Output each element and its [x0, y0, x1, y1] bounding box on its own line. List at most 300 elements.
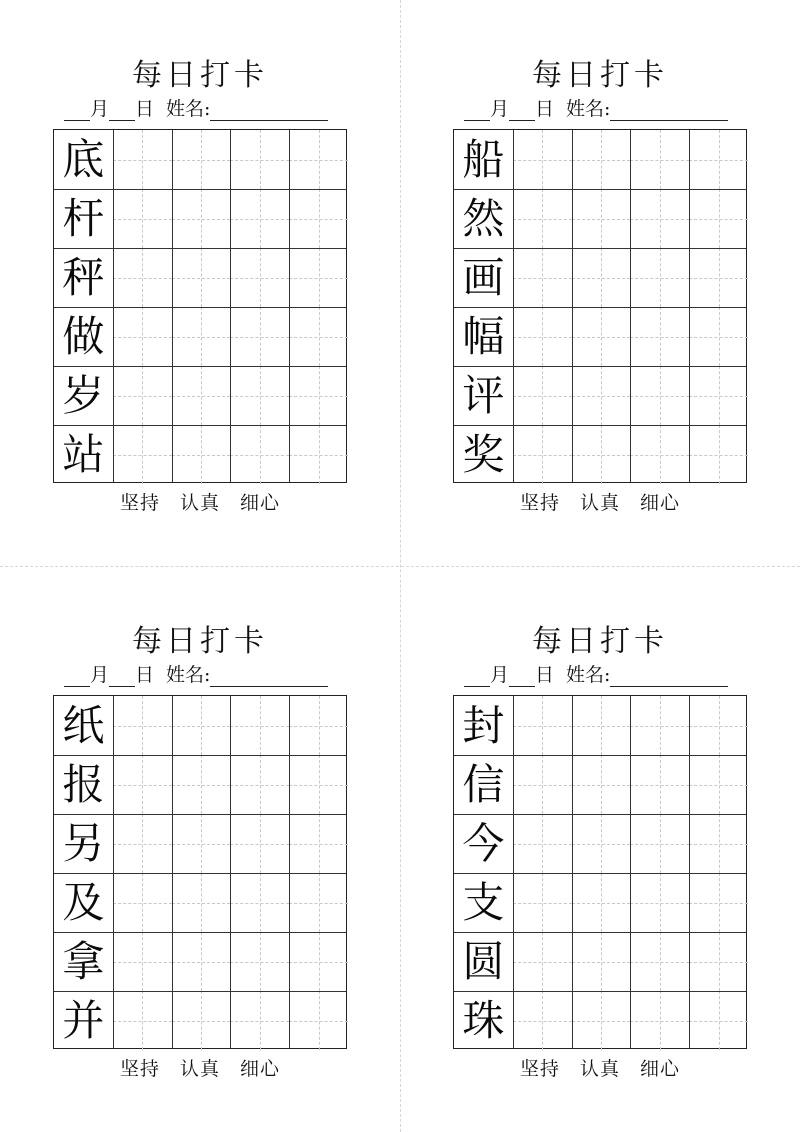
- practice-cell[interactable]: [689, 189, 748, 248]
- cell-guide-horizontal: [630, 785, 689, 786]
- practice-cell[interactable]: [513, 814, 572, 873]
- name-blank[interactable]: [610, 666, 728, 687]
- model-character-cell: [454, 130, 513, 189]
- practice-cell[interactable]: [289, 873, 348, 932]
- practice-cell[interactable]: [689, 425, 748, 484]
- model-character: 圆: [462, 937, 505, 986]
- practice-cell[interactable]: [630, 873, 689, 932]
- day-label: 日: [135, 98, 155, 120]
- grid-column-line: [689, 696, 690, 1048]
- practice-cell[interactable]: [689, 873, 748, 932]
- practice-cell[interactable]: [289, 307, 348, 366]
- practice-cell[interactable]: [572, 755, 631, 814]
- cell-guide-horizontal: [572, 278, 631, 279]
- practice-cell[interactable]: [572, 130, 631, 189]
- practice-cell[interactable]: [572, 248, 631, 307]
- cell-guide-horizontal: [289, 1021, 348, 1022]
- cell-guide-horizontal: [630, 396, 689, 397]
- model-character-cell: [54, 991, 113, 1050]
- practice-cell[interactable]: [172, 873, 231, 932]
- card-title: 每日打卡: [132, 624, 268, 659]
- model-character: 幅: [462, 312, 505, 361]
- practice-cell[interactable]: [113, 932, 172, 991]
- model-character-cell: [454, 366, 513, 425]
- cell-guide-horizontal: [230, 962, 289, 963]
- practice-cell[interactable]: [289, 696, 348, 755]
- grid-row: [454, 425, 746, 484]
- model-character: 纸: [62, 701, 105, 750]
- cell-guide-horizontal: [172, 1021, 231, 1022]
- model-character: 封: [462, 701, 505, 750]
- practice-cell[interactable]: [172, 366, 231, 425]
- practice-cell[interactable]: [689, 366, 748, 425]
- practice-cell[interactable]: [230, 814, 289, 873]
- grid-column-line: [230, 130, 231, 482]
- practice-cell[interactable]: [513, 696, 572, 755]
- practice-cell[interactable]: [689, 755, 748, 814]
- cell-guide-horizontal: [289, 903, 348, 904]
- day-label: 日: [535, 664, 555, 686]
- model-character: 并: [62, 996, 105, 1045]
- cell-guide-horizontal: [572, 455, 631, 456]
- practice-cell[interactable]: [230, 755, 289, 814]
- cell-guide-horizontal: [513, 785, 572, 786]
- grid-row: [54, 248, 346, 307]
- model-character-cell: [454, 189, 513, 248]
- practice-cell[interactable]: [513, 366, 572, 425]
- cell-guide-horizontal: [513, 726, 572, 727]
- model-character: 画: [462, 253, 505, 302]
- name-label: 姓名:: [566, 664, 611, 686]
- cell-guide-horizontal: [572, 726, 631, 727]
- cell-guide-horizontal: [172, 219, 231, 220]
- cell-guide-horizontal: [513, 1021, 572, 1022]
- practice-cell[interactable]: [113, 189, 172, 248]
- date-name-line: [464, 97, 754, 121]
- cell-guide-horizontal: [689, 396, 748, 397]
- cell-guide-horizontal: [113, 1021, 172, 1022]
- practice-cell[interactable]: [230, 425, 289, 484]
- practice-card: [0, 0, 400, 566]
- cell-guide-horizontal: [289, 785, 348, 786]
- cell-guide-horizontal: [289, 844, 348, 845]
- cell-guide-horizontal: [113, 337, 172, 338]
- name-blank[interactable]: [210, 100, 328, 121]
- practice-cell[interactable]: [172, 932, 231, 991]
- practice-cell[interactable]: [289, 189, 348, 248]
- motto-line: [400, 490, 800, 516]
- cell-guide-horizontal: [689, 219, 748, 220]
- model-character-cell: [54, 189, 113, 248]
- cell-guide-horizontal: [172, 455, 231, 456]
- practice-cell[interactable]: [230, 248, 289, 307]
- motto-word: 认真: [579, 492, 620, 514]
- cell-guide-horizontal: [630, 219, 689, 220]
- model-character-cell: [54, 307, 113, 366]
- cell-guide-horizontal: [172, 962, 231, 963]
- name-blank[interactable]: [210, 666, 328, 687]
- model-character: 做: [62, 312, 105, 361]
- grid-row: [54, 366, 346, 425]
- practice-cell[interactable]: [230, 366, 289, 425]
- cell-guide-horizontal: [113, 455, 172, 456]
- name-blank[interactable]: [610, 100, 728, 121]
- cell-guide-horizontal: [572, 903, 631, 904]
- practice-card: [400, 566, 800, 1132]
- practice-cell[interactable]: [289, 425, 348, 484]
- cell-guide-horizontal: [513, 337, 572, 338]
- name-label: 姓名:: [166, 98, 211, 120]
- grid-row: [54, 189, 346, 248]
- practice-cell[interactable]: [630, 425, 689, 484]
- cell-guide-horizontal: [689, 337, 748, 338]
- cell-guide-horizontal: [572, 1021, 631, 1022]
- grid-row: [54, 755, 346, 814]
- practice-cell[interactable]: [513, 755, 572, 814]
- cell-guide-horizontal: [572, 844, 631, 845]
- practice-cell[interactable]: [113, 307, 172, 366]
- cell-guide-horizontal: [230, 337, 289, 338]
- card-title: 每日打卡: [132, 58, 268, 93]
- motto-line: [0, 490, 400, 516]
- cell-guide-horizontal: [172, 785, 231, 786]
- model-character: 船: [462, 135, 505, 184]
- cell-guide-horizontal: [113, 278, 172, 279]
- cell-guide-horizontal: [113, 903, 172, 904]
- month-blank[interactable]: [64, 100, 90, 121]
- cell-guide-horizontal: [630, 1021, 689, 1022]
- practice-cell[interactable]: [572, 696, 631, 755]
- practice-cell[interactable]: [572, 873, 631, 932]
- practice-cell[interactable]: [630, 991, 689, 1050]
- practice-cell[interactable]: [513, 425, 572, 484]
- cell-guide-horizontal: [689, 455, 748, 456]
- writing-grid: [453, 129, 747, 483]
- practice-cell[interactable]: [513, 248, 572, 307]
- practice-cell[interactable]: [572, 366, 631, 425]
- practice-cell[interactable]: [172, 991, 231, 1050]
- model-character-cell: [54, 932, 113, 991]
- grid-row: [54, 130, 346, 189]
- cell-guide-horizontal: [230, 844, 289, 845]
- practice-cell[interactable]: [113, 366, 172, 425]
- month-blank[interactable]: [464, 100, 490, 121]
- practice-cell[interactable]: [572, 425, 631, 484]
- cell-guide-horizontal: [630, 844, 689, 845]
- cell-guide-horizontal: [572, 219, 631, 220]
- model-character: 珠: [462, 996, 505, 1045]
- cell-guide-horizontal: [230, 160, 289, 161]
- cell-guide-horizontal: [572, 160, 631, 161]
- model-character: 及: [62, 878, 105, 927]
- writing-grid: [453, 695, 747, 1049]
- practice-cell[interactable]: [513, 932, 572, 991]
- practice-cell[interactable]: [172, 130, 231, 189]
- grid-row: [54, 425, 346, 484]
- day-blank[interactable]: [109, 100, 135, 121]
- practice-cell[interactable]: [113, 814, 172, 873]
- date-name-line: [64, 97, 354, 121]
- cell-guide-horizontal: [289, 726, 348, 727]
- model-character-cell: [54, 696, 113, 755]
- grid-row: [454, 991, 746, 1050]
- grid-column-line: [513, 130, 514, 482]
- practice-cell[interactable]: [289, 932, 348, 991]
- grid-column-line: [172, 696, 173, 1048]
- grid-row: [54, 932, 346, 991]
- practice-cell[interactable]: [513, 130, 572, 189]
- practice-cell[interactable]: [289, 814, 348, 873]
- practice-cell[interactable]: [572, 307, 631, 366]
- practice-cell[interactable]: [630, 755, 689, 814]
- model-character: 信: [462, 760, 505, 809]
- cell-guide-horizontal: [172, 337, 231, 338]
- cell-guide-horizontal: [230, 455, 289, 456]
- model-character: 然: [462, 194, 505, 243]
- motto-line: [0, 1056, 400, 1082]
- cell-guide-horizontal: [689, 278, 748, 279]
- grid-row: [454, 696, 746, 755]
- model-character: 杆: [62, 194, 105, 243]
- model-character: 秤: [62, 253, 105, 302]
- motto-word: 坚持: [119, 1058, 160, 1080]
- grid-row: [454, 932, 746, 991]
- motto-word: 细心: [240, 1058, 281, 1080]
- day-blank[interactable]: [509, 666, 535, 687]
- month-label: 月: [90, 98, 110, 120]
- cell-guide-horizontal: [113, 160, 172, 161]
- grid-row: [454, 248, 746, 307]
- cell-guide-horizontal: [630, 337, 689, 338]
- cell-guide-horizontal: [113, 844, 172, 845]
- grid-column-line: [289, 696, 290, 1048]
- practice-cell[interactable]: [572, 991, 631, 1050]
- motto-word: 坚持: [519, 1058, 560, 1080]
- grid-column-line: [572, 696, 573, 1048]
- grid-column-line: [113, 130, 114, 482]
- cell-guide-horizontal: [572, 785, 631, 786]
- cell-guide-horizontal: [513, 844, 572, 845]
- practice-cell[interactable]: [172, 248, 231, 307]
- practice-cell[interactable]: [172, 814, 231, 873]
- cell-guide-horizontal: [513, 160, 572, 161]
- cell-guide-horizontal: [113, 962, 172, 963]
- cell-guide-horizontal: [513, 962, 572, 963]
- grid-column-line: [630, 696, 631, 1048]
- practice-cell[interactable]: [172, 307, 231, 366]
- model-character-cell: [454, 932, 513, 991]
- cell-guide-horizontal: [113, 219, 172, 220]
- practice-cell[interactable]: [689, 932, 748, 991]
- name-label: 姓名:: [566, 98, 611, 120]
- model-character-cell: [454, 873, 513, 932]
- practice-cell[interactable]: [230, 873, 289, 932]
- cell-guide-horizontal: [172, 726, 231, 727]
- practice-cell[interactable]: [689, 814, 748, 873]
- practice-cell[interactable]: [689, 130, 748, 189]
- practice-cell[interactable]: [689, 307, 748, 366]
- model-character: 另: [62, 819, 105, 868]
- practice-cell[interactable]: [630, 366, 689, 425]
- practice-cell[interactable]: [230, 189, 289, 248]
- cell-guide-horizontal: [113, 726, 172, 727]
- practice-cell[interactable]: [630, 189, 689, 248]
- cell-guide-horizontal: [513, 455, 572, 456]
- day-blank[interactable]: [109, 666, 135, 687]
- cell-guide-horizontal: [630, 962, 689, 963]
- model-character: 底: [62, 135, 105, 184]
- month-blank[interactable]: [64, 666, 90, 687]
- cell-guide-horizontal: [630, 278, 689, 279]
- cell-guide-horizontal: [630, 726, 689, 727]
- model-character-cell: [54, 873, 113, 932]
- practice-cell[interactable]: [630, 696, 689, 755]
- practice-cell[interactable]: [230, 696, 289, 755]
- practice-cell[interactable]: [630, 814, 689, 873]
- practice-cell[interactable]: [289, 130, 348, 189]
- practice-cell[interactable]: [630, 248, 689, 307]
- practice-cell[interactable]: [230, 307, 289, 366]
- cell-guide-horizontal: [230, 1021, 289, 1022]
- model-character-cell: [54, 425, 113, 484]
- cell-guide-horizontal: [630, 160, 689, 161]
- month-blank[interactable]: [464, 666, 490, 687]
- grid-row: [54, 696, 346, 755]
- day-label: 日: [535, 98, 555, 120]
- month-label: 月: [490, 98, 510, 120]
- grid-row: [454, 366, 746, 425]
- practice-cell[interactable]: [513, 873, 572, 932]
- model-character-cell: [54, 248, 113, 307]
- practice-cell[interactable]: [689, 991, 748, 1050]
- practice-cell[interactable]: [113, 130, 172, 189]
- cell-guide-horizontal: [230, 726, 289, 727]
- grid-row: [454, 189, 746, 248]
- model-character-cell: [454, 991, 513, 1050]
- cell-guide-horizontal: [689, 1021, 748, 1022]
- motto-line: [400, 1056, 800, 1082]
- practice-cell[interactable]: [113, 873, 172, 932]
- cell-guide-horizontal: [172, 396, 231, 397]
- practice-cell[interactable]: [630, 932, 689, 991]
- motto-word: 细心: [640, 1058, 681, 1080]
- practice-cell[interactable]: [113, 696, 172, 755]
- model-character: 岁: [62, 371, 105, 420]
- motto-word: 细心: [240, 492, 281, 514]
- practice-cell[interactable]: [289, 248, 348, 307]
- grid-column-line: [289, 130, 290, 482]
- model-character-cell: [454, 425, 513, 484]
- cell-guide-horizontal: [289, 278, 348, 279]
- writing-grid: [53, 695, 347, 1049]
- grid-column-line: [689, 130, 690, 482]
- practice-cell[interactable]: [513, 991, 572, 1050]
- card-title: 每日打卡: [532, 58, 668, 93]
- cell-guide-horizontal: [572, 962, 631, 963]
- model-character-cell: [454, 814, 513, 873]
- practice-cell[interactable]: [172, 189, 231, 248]
- practice-cell[interactable]: [630, 307, 689, 366]
- cell-guide-horizontal: [113, 396, 172, 397]
- grid-column-line: [113, 696, 114, 1048]
- practice-cell[interactable]: [572, 932, 631, 991]
- grid-row: [54, 873, 346, 932]
- motto-word: 坚持: [519, 492, 560, 514]
- grid-column-line: [572, 130, 573, 482]
- practice-cell[interactable]: [572, 189, 631, 248]
- cell-guide-horizontal: [230, 396, 289, 397]
- practice-cell[interactable]: [689, 696, 748, 755]
- motto-word: 认真: [579, 1058, 620, 1080]
- model-character: 今: [462, 819, 505, 868]
- model-character: 报: [62, 760, 105, 809]
- practice-cell[interactable]: [289, 366, 348, 425]
- cell-guide-horizontal: [289, 337, 348, 338]
- cell-guide-horizontal: [513, 219, 572, 220]
- cell-guide-horizontal: [289, 396, 348, 397]
- practice-cell[interactable]: [113, 425, 172, 484]
- grid-row: [454, 755, 746, 814]
- month-label: 月: [90, 664, 110, 686]
- model-character-cell: [54, 814, 113, 873]
- practice-cell[interactable]: [572, 814, 631, 873]
- grid-column-line: [230, 696, 231, 1048]
- practice-cell[interactable]: [230, 130, 289, 189]
- cell-guide-horizontal: [289, 219, 348, 220]
- practice-cell[interactable]: [289, 755, 348, 814]
- practice-cell[interactable]: [113, 755, 172, 814]
- grid-row: [54, 814, 346, 873]
- cell-guide-horizontal: [230, 903, 289, 904]
- practice-cell[interactable]: [289, 991, 348, 1050]
- practice-cell[interactable]: [172, 755, 231, 814]
- cell-guide-horizontal: [689, 726, 748, 727]
- model-character-cell: [454, 696, 513, 755]
- date-name-line: [464, 663, 754, 687]
- grid-column-line: [172, 130, 173, 482]
- practice-cell[interactable]: [113, 991, 172, 1050]
- cell-guide-horizontal: [630, 455, 689, 456]
- model-character-cell: [54, 366, 113, 425]
- practice-cell[interactable]: [172, 425, 231, 484]
- cell-guide-horizontal: [689, 160, 748, 161]
- practice-cell[interactable]: [513, 307, 572, 366]
- practice-cell[interactable]: [172, 696, 231, 755]
- practice-cell[interactable]: [113, 248, 172, 307]
- model-character-cell: [54, 130, 113, 189]
- practice-cell[interactable]: [630, 130, 689, 189]
- motto-word: 认真: [179, 1058, 220, 1080]
- practice-card: [0, 566, 400, 1132]
- practice-cell[interactable]: [230, 932, 289, 991]
- practice-cell[interactable]: [230, 991, 289, 1050]
- day-blank[interactable]: [509, 100, 535, 121]
- practice-card: [400, 0, 800, 566]
- cell-guide-horizontal: [172, 903, 231, 904]
- cell-guide-horizontal: [172, 160, 231, 161]
- cell-guide-horizontal: [513, 903, 572, 904]
- writing-grid: [53, 129, 347, 483]
- cell-guide-horizontal: [172, 844, 231, 845]
- cell-guide-horizontal: [513, 396, 572, 397]
- practice-cell[interactable]: [689, 248, 748, 307]
- model-character: 支: [462, 878, 505, 927]
- practice-cell[interactable]: [513, 189, 572, 248]
- cell-guide-horizontal: [230, 219, 289, 220]
- model-character-cell: [454, 755, 513, 814]
- grid-row: [454, 307, 746, 366]
- grid-row: [54, 307, 346, 366]
